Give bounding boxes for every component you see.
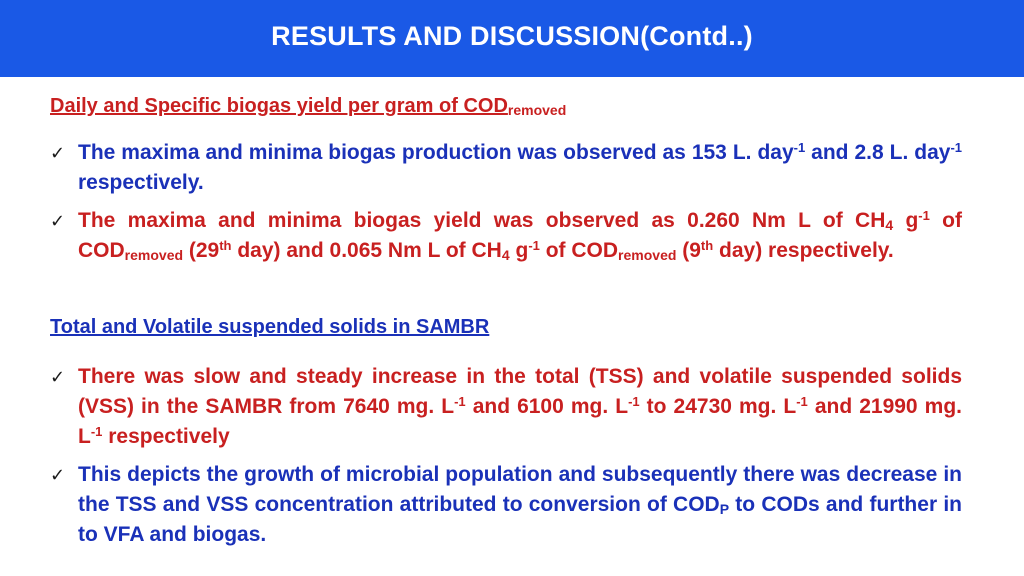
slide-title: RESULTS AND DISCUSSION(Contd..) [271,21,753,51]
bullet-tss-vss-increase [50,362,962,452]
bullet-text: The maxima and minima biogas yield was observed as 0.260 Nm L of $CH_4$ $g^{-1}$ of $COD_{removed}$ (29th day) and 0.065 Nm L of $CH_4$ $g^{-1}$ of $COD_{removed}$ (9th day) respectively. [78,208,962,263]
section-heading-suspended-solids: Total and Volatile suspended solids in SAMBR [50,316,490,338]
title-bar [0,0,1024,77]
bullet-microbial-growth [50,460,962,550]
bullet-text: There was slow and steady increase in the total (TSS) and volatile suspended solids (VSS) in the SAMBR from 7640 mg. $L^{-1}$ and 6100 mg. $L^{-1}$ to 24730 mg. $L^{-1}$ and 21990 mg. $L^{-1}$ respectively [78,365,962,448]
check-icon: ✓ [50,465,66,485]
check-icon: ✓ [50,143,66,163]
check-icon: ✓ [50,211,66,231]
bullet-biogas-yield [50,206,962,266]
bullet-text: This depicts the growth of microbial population and subsequently there was decrease in the TSS and VSS concentration attributed to conversion of $COD_P$ to CODs and further in to VFA and biogas. [78,463,962,546]
section-heading-biogas-yield: Daily and Specific biogas yield per gram of $COD_{removed}$ [50,95,567,118]
bullet-text: The maxima and minima biogas production was observed as 153 L. day$^{-1}$ and 2.8 L. day$^{-1}$ respectively. [78,140,962,194]
check-icon: ✓ [50,367,66,387]
bullet-biogas-production [50,138,962,198]
